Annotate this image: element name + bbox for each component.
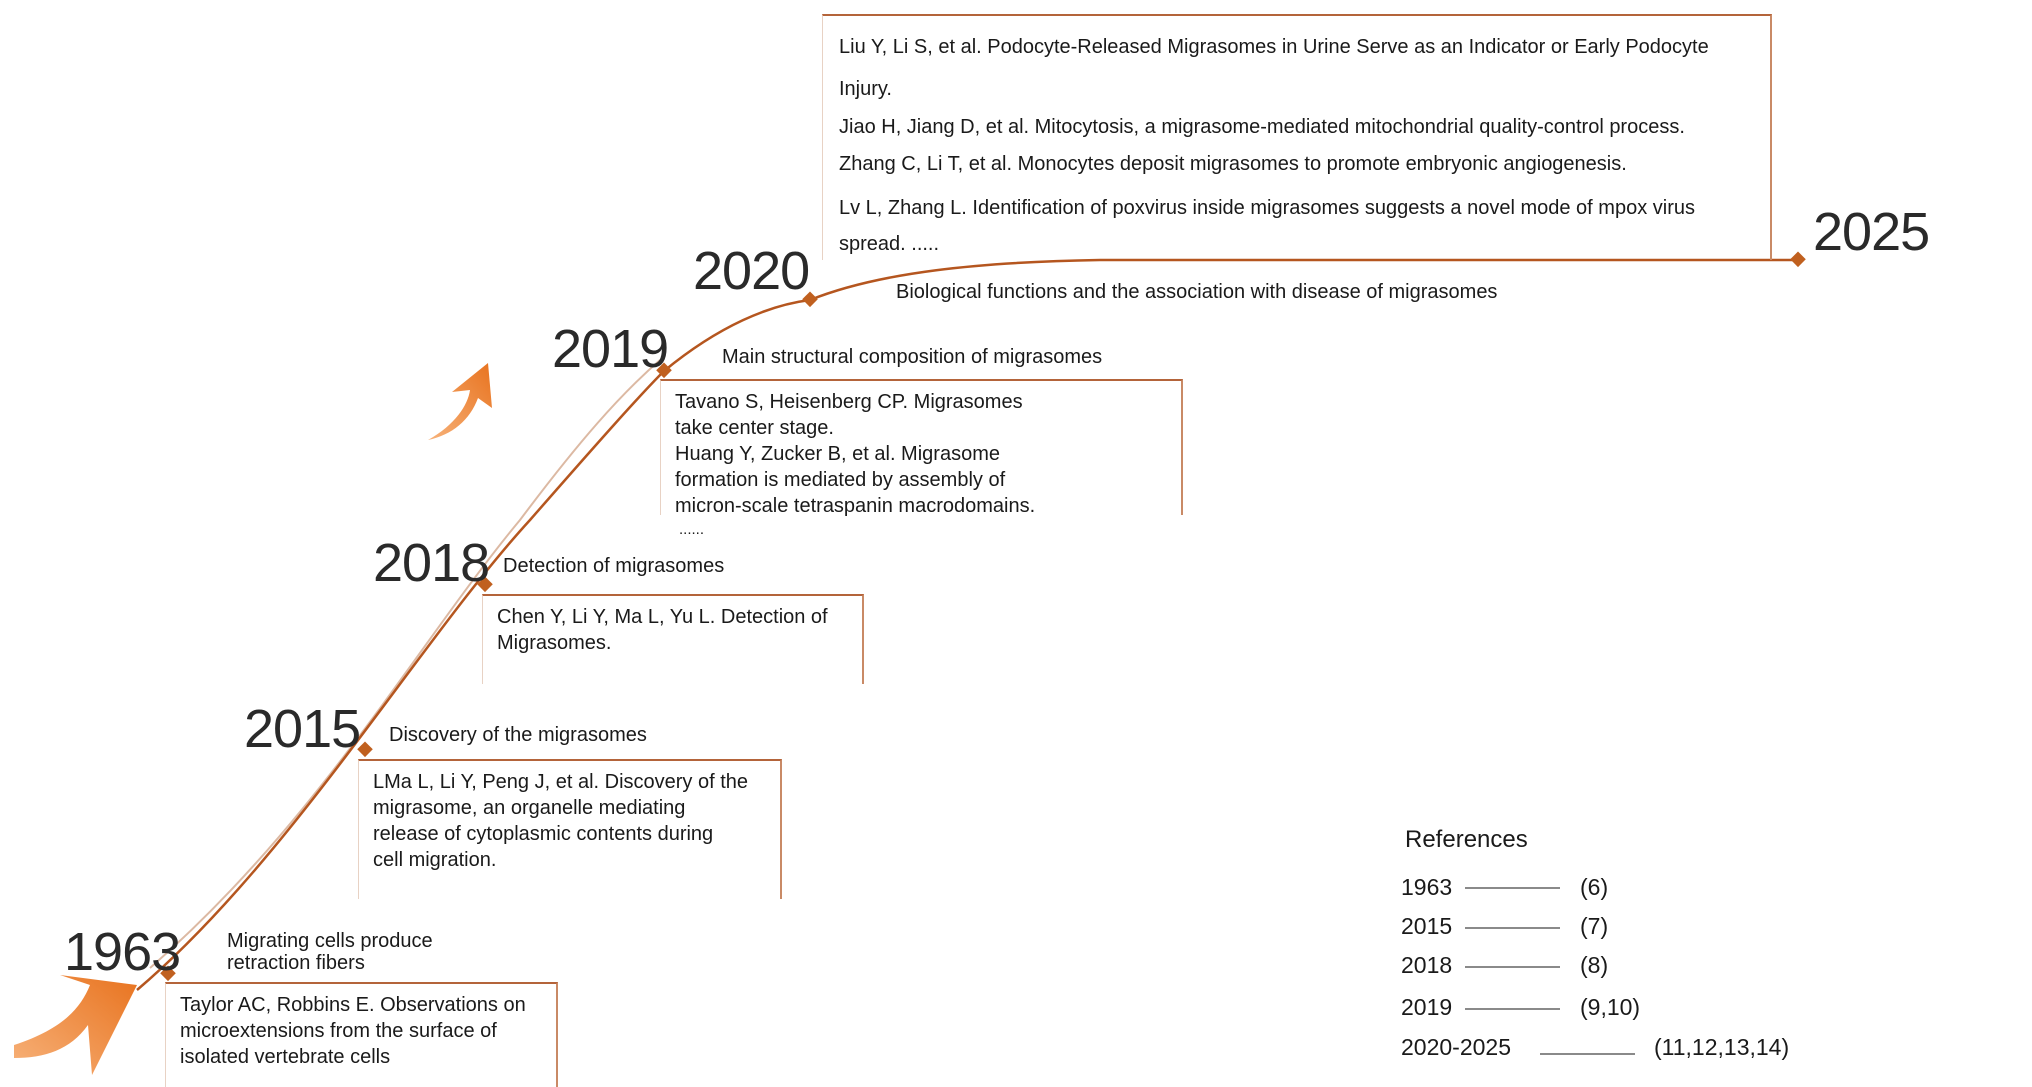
ref-year: 2020-2025: [1401, 1034, 1511, 1060]
ref-line: Liu Y, Li S, et al. Podocyte-Released Migrasomes in Urine Serve as an Indicator or Early Podocyte: [839, 36, 1709, 58]
year-label-2018: 2018: [373, 533, 490, 593]
ref-cite: (8): [1580, 952, 1609, 978]
milestone-title-1963: [227, 930, 433, 974]
ref-line: Tavano S, Heisenberg CP. Migrasomes: [675, 391, 1023, 413]
ref-line: release of cytoplasmic contents during: [373, 823, 714, 845]
ref-cite: (6): [1580, 874, 1609, 900]
ref-line: formation is mediated by assembly of: [675, 469, 1006, 491]
ref-connector: [1465, 887, 1560, 889]
ref-line: LMa L, Li Y, Peng J, et al. Discovery of the: [373, 771, 749, 793]
milestone-title-2018: Detection of migrasomes: [503, 555, 725, 577]
ref-line: Chen Y, Li Y, Ma L, Yu L. Detection of: [497, 606, 828, 628]
ref-cite: (7): [1580, 913, 1609, 939]
milestone-title-2015: Discovery of the migrasomes: [389, 724, 647, 746]
references-heading: References: [1405, 826, 1528, 853]
ref-line: migrasome, an organelle mediating: [373, 797, 686, 819]
milestone-title-2019: Main structural composition of migrasomes: [722, 346, 1103, 368]
reference-box-2015: [358, 759, 782, 899]
ref-line: Migrasomes.: [497, 632, 612, 654]
ref-line: Taylor AC, Robbins E. Observations on: [180, 994, 526, 1016]
ref-connector: [1465, 966, 1560, 968]
milestone-title-2020: Biological functions and the association with disease of migrasomes: [896, 281, 1498, 303]
year-label-1963: 1963: [64, 922, 181, 982]
ref-line: spread. .....: [839, 233, 940, 255]
title-line: Migrating cells produce: [227, 930, 433, 952]
ref-year: 2015: [1401, 913, 1453, 939]
year-label-2020: 2020: [693, 241, 810, 301]
year-label-2015: 2015: [244, 699, 361, 759]
ref-year: 1963: [1401, 874, 1453, 900]
ref-connector: [1540, 1053, 1635, 1055]
marker-2025: [1790, 252, 1806, 268]
large-arrow-icon: [14, 975, 137, 1075]
ref-line: Huang Y, Zucker B, et al. Migrasome: [675, 443, 1000, 465]
title-line: retraction fibers: [227, 952, 365, 974]
ref-line: Injury.: [839, 78, 892, 100]
ref-line: Jiao H, Jiang D, et al. Mitocytosis, a migrasome-mediated mitochondrial quality-control process.: [839, 116, 1685, 138]
ref-line: micron-scale tetraspanin macrodomains.: [675, 495, 1036, 517]
ref-line: Lv L, Zhang L. Identification of poxvirus inside migrasomes suggests a novel mode of mpox virus: [839, 197, 1695, 219]
year-label-2019: 2019: [552, 319, 669, 379]
reference-box-2018: [482, 594, 864, 684]
year-label-2025: 2025: [1813, 202, 1930, 262]
reference-box-1963: [165, 982, 558, 1087]
reference-box-2019: [660, 379, 1183, 538]
ref-connector: [1465, 927, 1560, 929]
reference-box-2020: [822, 14, 1772, 260]
ref-year: 2019: [1401, 994, 1453, 1020]
ref-line: microextensions from the surface of: [180, 1020, 497, 1042]
ref-line: take center stage.: [675, 417, 834, 439]
ref-cite: (9,10): [1580, 994, 1641, 1020]
ref-line: Zhang C, Li T, et al. Monocytes deposit migrasomes to promote embryonic angiogenesis.: [839, 153, 1627, 175]
ref-line: isolated vertebrate cells: [180, 1046, 391, 1068]
ref-line: cell migration.: [373, 849, 497, 871]
ref-connector: [1465, 1008, 1560, 1010]
ref-line: ......: [679, 521, 705, 538]
ref-cite: (11,12,13,14): [1654, 1034, 1790, 1060]
small-arrow-icon: [428, 363, 492, 440]
ref-year: 2018: [1401, 952, 1453, 978]
